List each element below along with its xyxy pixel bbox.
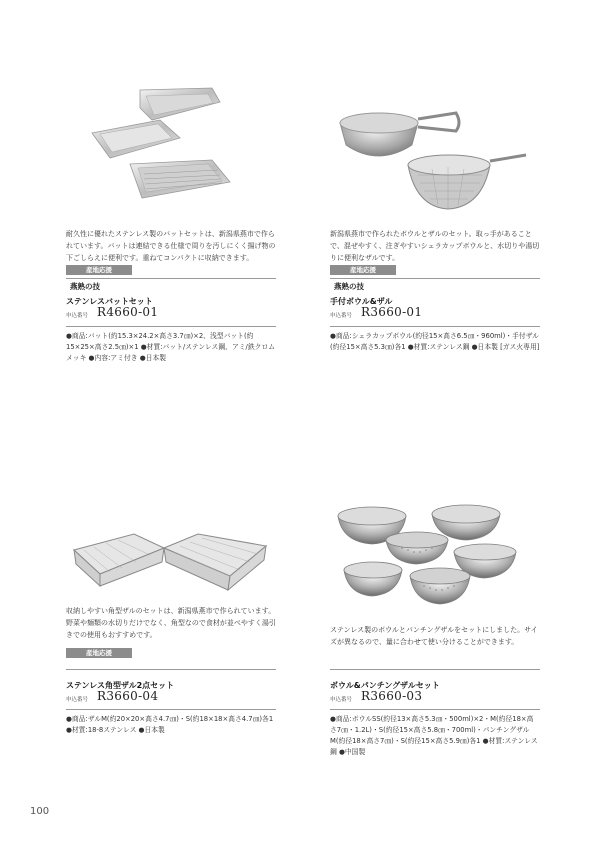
product-title: ステンレスバットセット <box>66 297 153 306</box>
divider <box>66 669 276 670</box>
order-number: R3660-01 <box>361 305 423 319</box>
product-title: ステンレス角型ザル2点セット <box>66 681 175 690</box>
trays-image <box>82 78 242 218</box>
product-specs: ●商品:ボウルSS(約径13×高さ5.3㎝・500ml)×2・M(約径18×高さ7㎝・1.2L)・S(約径15×高さ5.8㎝・700ml)・パンチングザルM(約径18×高さ7㎝)・S(約径15×高さ5.9㎝)各1 ●材質:ステンレス鋼 ●中国製 <box>330 715 538 756</box>
product-title: ボウル&パンチングザルセット <box>330 681 440 690</box>
bowl-set-image <box>332 502 526 614</box>
product-description: 新潟県燕市で作られたボウルとザルのセット。取っ手があることで、混ぜやすく、注ぎやすいシェラカップボウルと、水切りや湯切りに便利なザルです。 <box>330 230 540 262</box>
regional-support-badge: 産地応援 <box>330 265 396 275</box>
square-colanders-image <box>70 528 270 598</box>
bowl-colander-image <box>332 105 532 215</box>
regional-support-badge: 産地応援 <box>66 265 132 275</box>
order-number: R4660-01 <box>97 305 159 319</box>
section-subheading: 燕熟の技 <box>334 282 364 291</box>
section-subheading: 燕熟の技 <box>70 282 100 291</box>
divider <box>330 278 540 279</box>
divider <box>66 326 276 327</box>
order-number-label: 申込番号 <box>330 313 353 319</box>
product-specs: ●商品:バット(約15.3×24.2×高さ3.7㎝)×2、浅型バット(約15×25×高さ2.5㎝)×1 ●材質:バット/ステンレス鋼、アミ/鉄クロムメッキ ●内容:アミ付き ●日本製 <box>66 332 276 362</box>
product-description: 収納しやすい角型ザルのセットは、新潟県燕市で作られています。野菜や麺類の水切りだけでなく、角型なので食材が並べやすく湯引きでの使用もおすすめです。 <box>66 607 276 639</box>
divider <box>330 669 540 670</box>
divider <box>330 709 540 710</box>
divider <box>66 709 276 710</box>
regional-support-badge: 産地応援 <box>66 648 132 658</box>
product-specs: ●商品:シェラカップボウル(約径15×高さ6.5㎝・960ml)・手付ザル(約径15×高さ5.3㎝)各1 ●材質:ステンレス鋼 ●日本製 [ガス火専用] <box>330 332 540 351</box>
page-number: 100 <box>30 806 50 817</box>
product-description: 耐久性に優れたステンレス製のバットセットは、新潟県燕市で作られています。バットは連結できる仕様で周りを汚しにくく揚げ物の下ごしらえに便利です。重ねてコンパクトに収納できます。 <box>66 230 276 262</box>
product-specs: ●商品:ザルM(約20×20×高さ4.7㎝)・S(約18×18×高さ4.7㎝)各1 ●材質:18-8ステンレス ●日本製 <box>66 715 274 734</box>
order-number-label: 申込番号 <box>66 313 89 319</box>
product-title: 手付ボウル&ザル <box>330 297 393 306</box>
product-description: ステンレス製のボウルとパンチングザルをセットにしました。サイズが異なるので、量に合わせて使い分けることができます。 <box>330 626 538 646</box>
order-number: R3660-03 <box>361 689 423 703</box>
order-number-label: 申込番号 <box>66 697 89 703</box>
order-number-label: 申込番号 <box>330 697 353 703</box>
divider <box>66 278 276 279</box>
divider <box>330 326 540 327</box>
order-number: R3660-04 <box>97 689 159 703</box>
